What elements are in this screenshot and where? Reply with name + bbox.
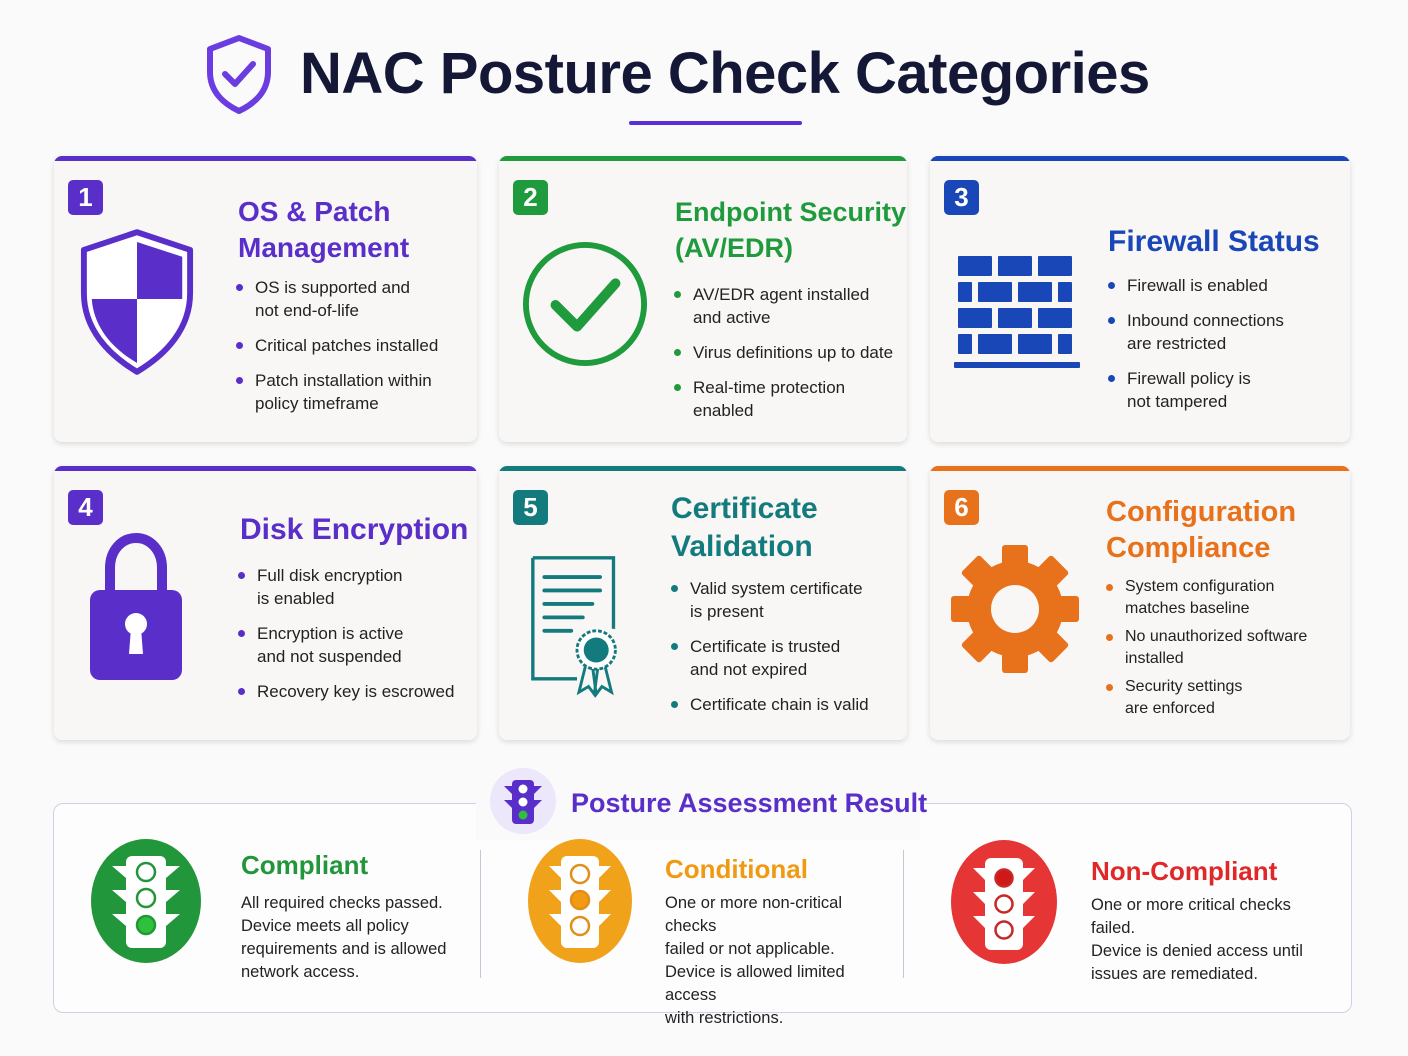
list-item: Patch installation within policy timeframe [236, 369, 466, 415]
page-title: NAC Posture Check Categories [300, 41, 1150, 106]
card-number-badge: 4 [68, 490, 103, 525]
card-number-badge: 3 [944, 180, 979, 215]
check-list [238, 564, 468, 715]
card-topbar [930, 466, 1350, 471]
check-list [236, 276, 466, 427]
result-title: Conditional [665, 854, 808, 884]
card-title: Firewall Status [1108, 225, 1320, 258]
result-title: Non-Compliant [1091, 856, 1278, 886]
assessment-header [476, 766, 928, 840]
page-header [0, 28, 1408, 128]
result-title: Compliant [241, 850, 369, 880]
title-underline [629, 121, 802, 125]
list-item: Firewall policy is not tampered [1108, 367, 1338, 413]
certificate-icon [529, 552, 625, 700]
result-non-compliant [950, 838, 1330, 983]
traffic-light-red-icon [950, 838, 1058, 966]
list-item: OS is supported and not end-of-life [236, 276, 466, 322]
list-item: Real-time protection enabled [674, 376, 904, 422]
check-list [1106, 576, 1340, 732]
result-description: One or more non-critical checks failed or not applicable. Device is allowed limited access with restrictions. [665, 894, 845, 1027]
card-topbar [499, 156, 907, 161]
padlock-icon [88, 532, 184, 684]
card-number-badge: 6 [944, 490, 979, 525]
assessment-title: Posture Assessment Result [571, 788, 928, 818]
card-endpoint-security [499, 156, 907, 442]
traffic-light-amber-icon [527, 838, 633, 964]
card-certificate [499, 466, 907, 740]
card-number-badge: 1 [68, 180, 103, 215]
result-conditional [527, 838, 897, 1027]
card-firewall [930, 156, 1350, 442]
traffic-light-icon [490, 768, 556, 834]
card-os-patch [54, 156, 477, 442]
result-description: One or more critical checks failed. Device is denied access until issues are remediated. [1091, 896, 1303, 983]
list-item: System configuration matches baseline [1106, 576, 1340, 620]
checkmark-circle-icon [521, 240, 649, 368]
traffic-light-green-icon [90, 838, 202, 964]
check-list [674, 283, 904, 434]
check-list [1108, 274, 1338, 425]
list-item: Valid system certificate is present [671, 577, 901, 623]
card-configuration [930, 466, 1350, 740]
shield-check-icon [204, 34, 274, 114]
card-number-badge: 2 [513, 180, 548, 215]
card-title: Configuration Compliance [1106, 496, 1297, 564]
list-item: Full disk encryption is enabled [238, 564, 468, 610]
result-description: All required checks passed. Device meets all policy requirements and is allowed network access. [241, 894, 447, 981]
list-item: Encryption is active and not suspended [238, 622, 468, 668]
check-list [671, 577, 901, 728]
list-item: Virus definitions up to date [674, 341, 904, 364]
card-number-badge: 5 [513, 490, 548, 525]
list-item: No unauthorized software installed [1106, 626, 1340, 670]
card-topbar [54, 466, 477, 471]
list-item: Inbound connections are restricted [1108, 309, 1338, 355]
result-divider [903, 850, 904, 978]
card-title: OS & Patch Management [238, 196, 410, 263]
list-item: Critical patches installed [236, 334, 466, 357]
list-item: AV/EDR agent installed and active [674, 283, 904, 329]
card-topbar [930, 156, 1350, 161]
result-divider [480, 850, 481, 978]
result-compliant [90, 838, 450, 981]
gear-icon [950, 544, 1080, 674]
card-title: Certificate Validation [671, 492, 818, 563]
list-item: Firewall is enabled [1108, 274, 1338, 297]
card-topbar [499, 466, 907, 471]
shield-icon [78, 226, 196, 378]
list-item: Certificate is trusted and not expired [671, 635, 901, 681]
card-title: Endpoint Security (AV/EDR) [675, 197, 907, 263]
card-topbar [54, 156, 477, 161]
card-title: Disk Encryption [240, 513, 469, 546]
list-item: Certificate chain is valid [671, 693, 901, 716]
list-item: Security settings are enforced [1106, 676, 1340, 720]
card-disk-encryption [54, 466, 477, 740]
list-item: Recovery key is escrowed [238, 680, 468, 703]
brick-wall-icon [954, 256, 1080, 372]
